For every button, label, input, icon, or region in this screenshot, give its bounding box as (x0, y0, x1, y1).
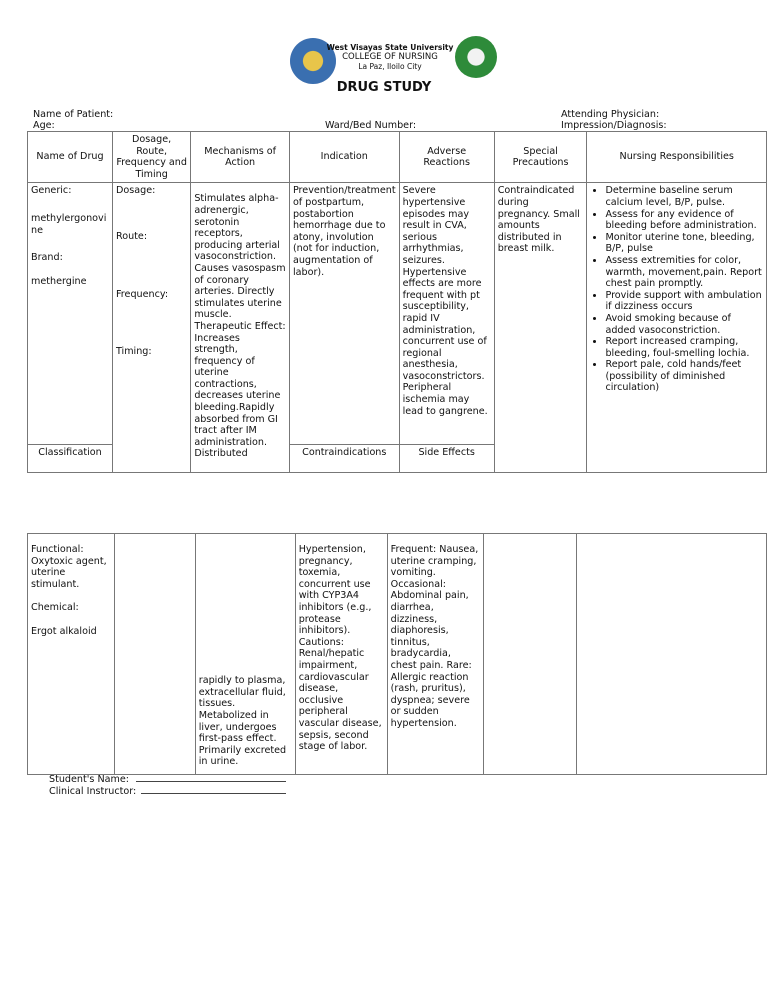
nursing-list (587, 185, 763, 394)
side-effects-label: Side Effects (399, 445, 494, 473)
route-label: Route: (115, 230, 148, 242)
col-indication: Indication (289, 132, 399, 183)
content-row (28, 183, 767, 445)
header-block (320, 43, 460, 71)
col-dosage: Dosage, Route, Frequency and Timing (112, 132, 190, 183)
brand-name: methergine (31, 275, 87, 287)
precautions-continued-cell (483, 534, 577, 775)
mechanism-text: Stimulates alpha-adrenergic, serotonin receptors, producing arterial vasoconstriction. Causes vasospasm of coronary arteries. Directly stimulates uterine muscle. Therapeutic Effect: Increases strength, frequency of uterine contractions, decreases uterine bleeding.Rapidly absorbed from GI tract after IM administration. Distributed (194, 193, 286, 460)
contraindications-label: Contraindications (289, 445, 399, 473)
functional-value: Oxytoxic agent, uterine stimulant. (31, 555, 107, 590)
nursing-item: • Report increased cramping, bleeding, foul-smelling lochia. (605, 336, 763, 359)
nursing-item: • Report pale, cold hands/feet (possibility of diminished circulation) (605, 359, 763, 394)
dosage-label: Dosage: (115, 185, 156, 197)
nursing-item: • Monitor uterine tone, bleeding, B/P, pulse (605, 232, 763, 255)
nursing-continued-cell (577, 534, 767, 775)
drug-study-table (27, 131, 767, 473)
drug-cell (28, 183, 113, 445)
nursing-cell (587, 183, 767, 473)
location: La Paz, Iloilo City (358, 62, 422, 71)
page-title: DRUG STUDY (336, 80, 432, 95)
classification-cell (28, 534, 115, 775)
nursing-item: • Assess extremities for color, warmth, movement,pain. Report chest pain promptly. (605, 255, 763, 290)
precautions-cell: Contraindicated during pregnancy. Small amounts distributed in breast milk. (494, 183, 587, 473)
college-name: COLLEGE OF NURSING (342, 52, 438, 62)
dosage-continued-cell (114, 534, 195, 775)
generic-label: Generic: (31, 185, 72, 197)
classification-label: Classification (28, 445, 113, 473)
physician-label: Attending Physician: (561, 109, 660, 120)
chemical-label: Chemical: (31, 602, 79, 614)
adverse-cell: Severe hypertensive episodes may result in CVA, serious arrhythmias, seizures. Hypertensive effects are more frequent with pt susceptibility, rapid IV administration, concurrent use of regional anesthesia, vasoconstrictors. Peripheral ischemia may lead to gangrene. (399, 183, 494, 445)
ward-label: Ward/Bed Number: (325, 120, 417, 131)
clinical-instructor-line[interactable] (141, 793, 286, 794)
frequency-label: Frequency: (115, 288, 169, 300)
brand-label: Brand: (31, 252, 63, 264)
functional-label: Functional: (31, 544, 84, 555)
timing-label: Timing: (115, 346, 152, 358)
mechanism-continued-cell: rapidly to plasma, extracellular fluid, tissues. Metabolized in liver, undergoes first-pass effect. Primarily excreted in urine. (195, 534, 295, 775)
diagnosis-label: Impression/Diagnosis: (561, 120, 667, 131)
col-precautions: Special Precautions (494, 132, 587, 183)
nursing-item: • Provide support with ambulation if dizziness occurs (605, 290, 763, 313)
age-label: Age: (33, 120, 55, 131)
student-name-line[interactable] (136, 781, 286, 782)
indication-cell: Prevention/treatment of postpartum, postabortion hemorrhage due to atony, involution (not for induction, augmentation of labor). (289, 183, 399, 445)
patient-name-label: Name of Patient: (33, 109, 114, 120)
header-row (28, 132, 767, 183)
student-name-field (49, 774, 286, 786)
student-name-label: Student's Name: (49, 774, 129, 785)
drug-study-table-continued (27, 533, 767, 775)
nursing-item: • Determine baseline serum calcium level, B/P, pulse. (605, 185, 763, 208)
side-effects-cell: Frequent: Nausea, uterine cramping, vomiting. Occasional: Abdominal pain, diarrhea, dizziness, diaphoresis, tinnitus, bradycardia, chest pain. Rare: Allergic reaction (rash, pruritus), dyspnea; severe or sudden hypertension. (387, 534, 483, 775)
generic-name: methylergonovine (31, 212, 107, 236)
college-seal-logo (455, 36, 497, 78)
col-adverse: Adverse Reactions (399, 132, 494, 183)
dosage-cell (112, 183, 190, 473)
continued-row (28, 534, 767, 775)
nursing-item: • Avoid smoking because of added vasoconstriction. (605, 313, 763, 336)
contraindications-cell: Hypertension, pregnancy, toxemia, concurrent use with CYP3A4 inhibitors (e.g., protease inhibitors). Cautions: Renal/hepatic impairment, cardiovascular disease, occlusive peripheral vascular disease, sepsis, second stage of labor. (295, 534, 387, 775)
col-mechanism: Mechanisms of Action (191, 132, 290, 183)
nursing-item: • Assess for any evidence of bleeding before administration. (605, 209, 763, 232)
clinical-instructor-field (49, 786, 286, 798)
col-nursing: Nursing Responsibilities (587, 132, 767, 183)
mechanism-cell (191, 183, 290, 473)
col-drug: Name of Drug (28, 132, 113, 183)
clinical-instructor-label: Clinical Instructor: (49, 786, 137, 797)
chemical-value: Ergot alkaloid (31, 625, 97, 637)
university-name: West Visayas State University (326, 43, 454, 52)
